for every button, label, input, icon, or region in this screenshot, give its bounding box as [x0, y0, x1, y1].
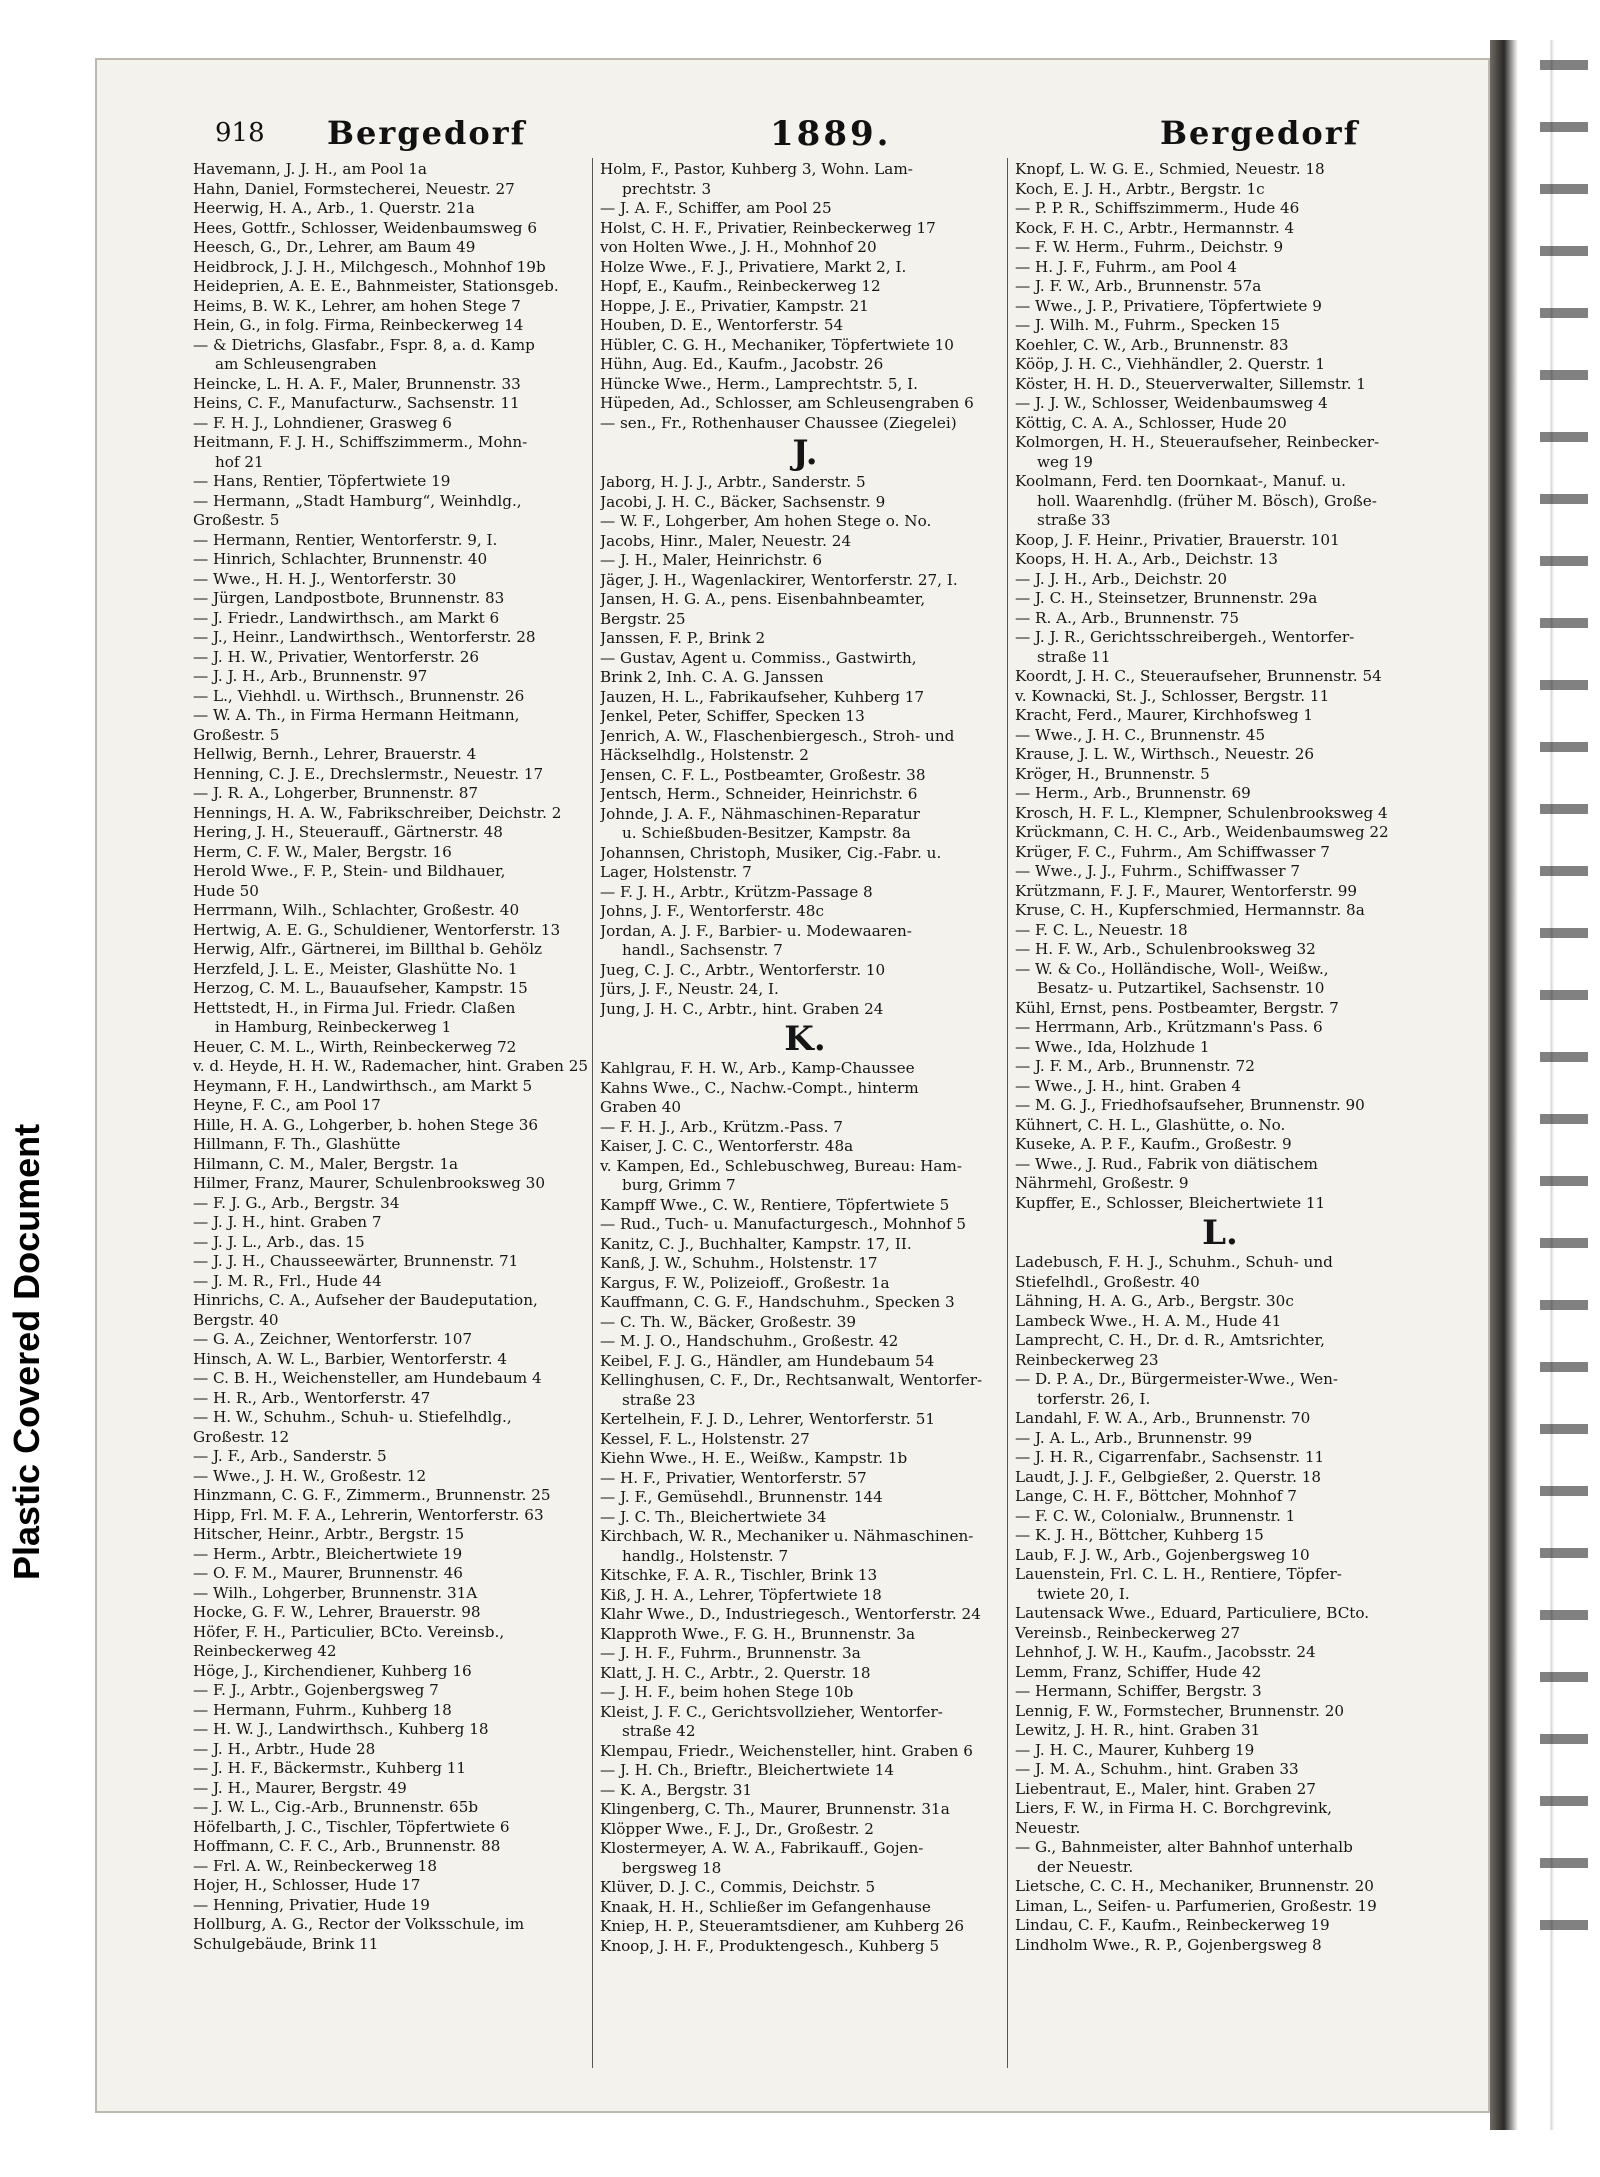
directory-entry: — W. F., Lohgerber, Am hohen Stege o. No.	[600, 512, 932, 530]
directory-entry: Besatz- u. Putzartikel, Sachsenstr. 10	[1037, 979, 1325, 997]
directory-entry: — J. F. W., Arb., Brunnenstr. 57a	[1015, 277, 1262, 295]
directory-entry: Krause, J. L. W., Wirthsch., Neuestr. 26	[1015, 745, 1315, 763]
directory-entry: Höge, J., Kirchendiener, Kuhberg 16	[193, 1661, 472, 1680]
directory-entry: — J. H. W., Privatier, Wentorferstr. 26	[193, 647, 480, 666]
directory-entry: Johannsen, Christoph, Musiker, Cig.-Fabr. u.	[600, 843, 942, 862]
directory-entry: Jansen, H. G. A., pens. Eisenbahnbeamter,	[600, 590, 926, 608]
directory-entry: handlg., Holstenstr. 7	[622, 1546, 789, 1565]
directory-entry: Hees, Gottfr., Schlosser, Weidenbaumsweg 6	[193, 218, 538, 237]
directory-entry: — Jürgen, Landpostbote, Brunnenstr. 83	[193, 589, 505, 607]
directory-entry: straße 33	[1037, 511, 1111, 529]
directory-entry: Reinbeckerweg 42	[193, 1642, 337, 1660]
directory-entry: Graben 40	[600, 1098, 682, 1116]
directory-entry: Jentsch, Herm., Schneider, Heinrichstr. 6	[600, 785, 918, 803]
directory-entry: — F. C. L., Neuestr. 18	[1015, 920, 1188, 939]
directory-entry: Jung, J. H. C., Arbtr., hint. Graben 24	[600, 999, 884, 1018]
directory-entry: — J. H. F., Fuhrm., Brunnenstr. 3a	[600, 1644, 861, 1662]
directory-entry: Großestr. 12	[193, 1427, 290, 1446]
directory-entry: Hilmer, Franz, Maurer, Schulenbrooksweg 30	[193, 1174, 545, 1192]
directory-entry: — P. P. R., Schiffszimmerm., Hude 46	[1015, 199, 1300, 217]
directory-entry: Keibel, F. J. G., Händler, am Hundebaum 54	[600, 1351, 935, 1370]
directory-entry: Knaak, H. H., Schließer im Gefangenhause	[600, 1897, 931, 1916]
directory-entry: Lietsche, C. C. H., Mechaniker, Brunnenstr. 20	[1015, 1877, 1374, 1895]
directory-entry: Klapproth Wwe., F. G. H., Brunnenstr. 3a	[600, 1624, 916, 1643]
directory-entry: Stiefelhdl., Großestr. 40	[1015, 1272, 1200, 1291]
directory-entry: Knoop, J. H. F., Produktengesch., Kuhberg 5	[600, 1936, 940, 1955]
directory-entry: Kauffmann, C. G. F., Handschuhm., Specken 3	[600, 1293, 955, 1311]
directory-entry: Ladebusch, F. H. J., Schuhm., Schuh- und	[1015, 1253, 1333, 1271]
directory-entry: Koops, H. H. A., Arb., Deichstr. 13	[1015, 550, 1278, 568]
directory-entry: Hahn, Daniel, Formstecherei, Neuestr. 27	[193, 179, 515, 198]
directory-entry: Klatt, J. H. C., Arbtr., 2. Querstr. 18	[600, 1663, 871, 1682]
directory-entry: — H. W. J., Landwirthsch., Kuhberg 18	[193, 1720, 489, 1738]
directory-entry: — J. W. L., Cig.-Arb., Brunnenstr. 65b	[193, 1798, 479, 1816]
directory-entry: — H. W., Schuhm., Schuh- u. Stiefelhdlg.,	[193, 1408, 512, 1426]
directory-entry: — K. J. H., Böttcher, Kuhberg 15	[1015, 1526, 1264, 1544]
directory-entry: Hennings, H. A. W., Fabrikschreiber, Deichstr. 2	[193, 803, 562, 822]
directory-entry: Hering, J. H., Steuerauff., Gärtnerstr. 48	[193, 823, 503, 841]
directory-entry: — C. B. H., Weichensteller, am Hundebaum 4	[193, 1369, 542, 1387]
directory-entry: bergsweg 18	[622, 1858, 722, 1877]
directory-entry: Hettstedt, H., in Firma Jul. Friedr. Claßen	[193, 998, 516, 1017]
directory-entry: — Hinrich, Schlachter, Brunnenstr. 40	[193, 550, 488, 568]
directory-entry: Kupffer, E., Schlosser, Bleichertwiete 11	[1015, 1193, 1326, 1212]
directory-entry: — J. J. L., Arb., das. 15	[193, 1232, 365, 1251]
directory-entry: — J. F. M., Arb., Brunnenstr. 72	[1015, 1057, 1255, 1075]
section-letter: K.	[784, 1019, 826, 1059]
directory-entry: Kahlgrau, F. H. W., Arb., Kamp-Chaussee	[600, 1059, 915, 1077]
directory-entry: Kruse, C. H., Kupferschmied, Hermannstr. 8a	[1015, 901, 1365, 919]
directory-entry: — Rud., Tuch- u. Manufacturgesch., Mohnhof 5	[600, 1215, 967, 1233]
directory-entry: — M. J. O., Handschuhm., Großestr. 42	[600, 1332, 899, 1350]
directory-entry: Hinzmann, C. G. F., Zimmerm., Brunnenstr. 25	[193, 1486, 551, 1504]
directory-entry: Jueg, C. J. C., Arbtr., Wentorferstr. 10	[600, 960, 886, 979]
directory-entry: Brink 2, Inh. C. A. G. Janssen	[600, 668, 824, 686]
directory-entry: straße 11	[1037, 647, 1111, 666]
directory-column-3	[1015, 160, 1425, 1955]
directory-entry: handl., Sachsenstr. 7	[622, 941, 783, 959]
directory-entry: Herm, C. F. W., Maler, Bergstr. 16	[193, 842, 452, 861]
directory-entry: Schulgebäude, Brink 11	[193, 1934, 379, 1953]
directory-entry: Heidbrock, J. J. H., Milchgesch., Mohnhof 19b	[193, 257, 546, 276]
directory-entry: Klüver, D. J. C., Commis, Deichstr. 5	[600, 1878, 876, 1896]
directory-entry: Laudt, J. J. F., Gelbgießer, 2. Querstr. 18	[1015, 1467, 1322, 1486]
directory-entry: Lemm, Franz, Schiffer, Hude 42	[1015, 1662, 1262, 1681]
directory-entry: Lautensack Wwe., Eduard, Particuliere, BCto.	[1015, 1604, 1370, 1622]
directory-entry: — J. H., Arbtr., Hude 28	[193, 1739, 376, 1758]
directory-entry: Höfelbarth, J. C., Tischler, Töpfertwiete 6	[193, 1817, 510, 1836]
directory-entry: Kitschke, F. A. R., Tischler, Brink 13	[600, 1566, 878, 1584]
directory-entry: Kleist, J. F. C., Gerichtsvollzieher, Wentorfer-	[600, 1702, 943, 1721]
directory-entry: Koehler, C. W., Arb., Brunnenstr. 83	[1015, 335, 1289, 354]
directory-entry: Hilmann, C. M., Maler, Bergstr. 1a	[193, 1154, 459, 1173]
facing-page-strip	[1540, 60, 1588, 1960]
directory-entry: Jensen, C. F. L., Postbeamter, Großestr. 38	[600, 765, 926, 784]
directory-entry: Koop, J. F. Heinr., Privatier, Brauerstr. 101	[1015, 530, 1340, 549]
directory-entry: Hinrichs, C. A., Aufseher der Baudeputation,	[193, 1291, 538, 1309]
directory-entry: Klempau, Friedr., Weichensteller, hint. Graben 6	[600, 1741, 973, 1760]
directory-entry: prechtstr. 3	[622, 179, 712, 198]
directory-entry: Lange, C. H. F., Böttcher, Mohnhof 7	[1015, 1487, 1297, 1505]
directory-entry: Bergstr. 25	[600, 609, 686, 628]
directory-entry: Jenkel, Peter, Schiffer, Specken 13	[600, 707, 865, 725]
directory-entry: Kühl, Ernst, pens. Postbeamter, Bergstr. 7	[1015, 998, 1339, 1017]
directory-entry: Kracht, Ferd., Maurer, Kirchhofsweg 1	[1015, 706, 1314, 724]
directory-entry: Knopf, L. W. G. E., Schmied, Neuestr. 18	[1015, 160, 1325, 178]
section-letter: J.	[792, 433, 818, 473]
directory-entry: Herrmann, Wilh., Schlachter, Großestr. 40	[193, 901, 520, 919]
directory-entry: Klingenberg, C. Th., Maurer, Brunnenstr. 31a	[600, 1800, 950, 1818]
directory-entry: Jaborg, H. J. J., Arbtr., Sanderstr. 5	[600, 473, 866, 491]
directory-entry: — Hermann, Rentier, Wentorferstr. 9, I.	[193, 530, 498, 549]
directory-entry: Hühn, Aug. Ed., Kaufm., Jacobstr. 26	[600, 355, 884, 373]
directory-entry: Liman, L., Seifen- u. Parfumerien, Großestr. 19	[1015, 1896, 1377, 1915]
directory-entry: — Wwe., Ida, Holzhude 1	[1015, 1037, 1210, 1056]
directory-entry: — H. F., Privatier, Wentorferstr. 57	[600, 1468, 867, 1487]
directory-entry: — Wwe., J. P., Privatiere, Töpfertwiete 9	[1015, 296, 1322, 315]
directory-entry: Herzfeld, J. L. E., Meister, Glashütte No. 1	[193, 959, 518, 978]
directory-entry: Hüncke Wwe., Herm., Lamprechtstr. 5, I.	[600, 374, 918, 393]
directory-entry: Kertelhein, F. J. D., Lehrer, Wentorferstr. 51	[600, 1410, 936, 1428]
directory-entry: burg, Grimm 7	[622, 1176, 736, 1194]
directory-entry: — Wilh., Lohgerber, Brunnenstr. 31A	[193, 1583, 478, 1602]
page-number: 918	[215, 118, 265, 148]
directory-column-2	[600, 160, 1010, 1956]
directory-entry: Hertwig, A. E. G., Schuldiener, Wentorferstr. 13	[193, 920, 561, 939]
directory-entry: von Holten Wwe., J. H., Mohnhof 20	[600, 238, 877, 256]
directory-entry: Kanitz, C. J., Buchhalter, Kampstr. 17, II.	[600, 1234, 912, 1253]
directory-entry: Kock, F. H. C., Arbtr., Hermannstr. 4	[1015, 218, 1295, 237]
directory-entry: hof 21	[215, 452, 264, 471]
directory-entry: v. Kampen, Ed., Schlebuschweg, Bureau: Ham-	[600, 1156, 962, 1175]
directory-entry: — G., Bahnmeister, alter Bahnhof unterhalb	[1015, 1838, 1353, 1856]
directory-entry: Kröger, H., Brunnenstr. 5	[1015, 764, 1210, 783]
directory-entry: — & Dietrichs, Glasfabr., Fspr. 8, a. d. Kamp	[193, 335, 535, 354]
directory-entry: — J. C. H., Steinsetzer, Brunnenstr. 29a	[1015, 589, 1318, 607]
directory-entry: Krützmann, F. J. F., Maurer, Wentorferstr. 99	[1015, 881, 1358, 900]
directory-entry: Janssen, F. P., Brink 2	[600, 629, 766, 647]
directory-entry: — F. H. J., Lohndiener, Grasweg 6	[193, 413, 452, 432]
directory-entry: Lindau, C. F., Kaufm., Reinbeckerweg 19	[1015, 1916, 1330, 1934]
directory-entry: Hoffmann, C. F. C., Arb., Brunnenstr. 88	[193, 1837, 501, 1855]
directory-entry: Hipp, Frl. M. F. A., Lehrerin, Wentorferstr. 63	[193, 1505, 544, 1524]
directory-entry: Heins, C. F., Manufacturw., Sachsenstr. 11	[193, 394, 520, 412]
directory-entry: Landahl, F. W. A., Arb., Brunnenstr. 70	[1015, 1409, 1311, 1427]
directory-entry: — J. Wilh. M., Fuhrm., Specken 15	[1015, 316, 1281, 334]
directory-entry: Hellwig, Bernh., Lehrer, Brauerstr. 4	[193, 745, 477, 763]
directory-entry: Johns, J. F., Wentorferstr. 48c	[600, 902, 824, 920]
directory-column-1	[193, 160, 603, 1954]
directory-entry: Kirchbach, W. R., Mechaniker u. Nähmaschinen-	[600, 1527, 974, 1545]
directory-entry: — J. R. A., Lohgerber, Brunnenstr. 87	[193, 784, 479, 802]
directory-entry: — Hermann, Schiffer, Bergstr. 3	[1015, 1682, 1262, 1700]
directory-entry: Holze Wwe., F. J., Privatiere, Markt 2, I.	[600, 257, 907, 276]
directory-entry: Kolmorgen, H. H., Steueraufseher, Reinbecker-	[1015, 433, 1380, 451]
directory-entry: u. Schießbuden-Besitzer, Kampstr. 8a	[622, 824, 911, 842]
directory-entry: Hüpeden, Ad., Schlosser, am Schleusengraben 6	[600, 394, 974, 412]
directory-entry: — J. H. F., beim hohen Stege 10b	[600, 1683, 854, 1701]
directory-entry: Havemann, J. J. H., am Pool 1a	[193, 160, 427, 178]
directory-entry: Heitmann, F. J. H., Schiffszimmerm., Mohn-	[193, 433, 528, 451]
directory-entry: Liers, F. W., in Firma H. C. Borchgrevink,	[1015, 1799, 1333, 1817]
directory-entry: — J. H., Maurer, Bergstr. 49	[193, 1778, 407, 1797]
running-head-year: 1889.	[770, 114, 892, 154]
directory-entry: — J. J. H., Arb., Brunnenstr. 97	[193, 667, 428, 685]
directory-entry: Lambeck Wwe., H. A. M., Hude 41	[1015, 1311, 1282, 1330]
directory-entry: Heincke, L. H. A. F., Maler, Brunnenstr. 33	[193, 374, 521, 393]
directory-entry: Kiß, J. H. A., Lehrer, Töpfertwiete 18	[600, 1585, 882, 1604]
directory-entry: — J. A. L., Arb., Brunnenstr. 99	[1015, 1428, 1253, 1447]
directory-entry: Heideprien, A. E. E., Bahnmeister, Stationsgeb.	[193, 277, 559, 295]
directory-entry: Kaiser, J. C. C., Wentorferstr. 48a	[600, 1137, 854, 1155]
directory-entry: — W. A. Th., in Firma Hermann Heitmann,	[193, 706, 520, 724]
directory-entry: Häckselhdlg., Holstenstr. 2	[600, 746, 809, 764]
directory-entry: Hille, H. A. G., Lohgerber, b. hohen Stege 36	[193, 1115, 539, 1134]
directory-entry: Kiehn Wwe., H. E., Weißw., Kampstr. 1b	[600, 1449, 908, 1467]
directory-entry: — F. W. Herm., Fuhrm., Deichstr. 9	[1015, 238, 1284, 256]
directory-entry: — J. J. H., Chausseewärter, Brunnenstr. 71	[193, 1252, 519, 1270]
directory-entry: — J. J. H., hint. Graben 7	[193, 1213, 382, 1231]
directory-entry: torferstr. 26, I.	[1037, 1389, 1151, 1408]
running-head-left: Bergedorf	[327, 114, 527, 152]
directory-entry: Kellinghusen, C. F., Dr., Rechtsanwalt, Wentorfer-	[600, 1371, 983, 1389]
directory-entry: der Neuestr.	[1037, 1857, 1134, 1876]
directory-entry: Jürs, J. F., Neustr. 24, I.	[600, 980, 779, 998]
directory-entry: Hocke, G. F. W., Lehrer, Brauerstr. 98	[193, 1603, 481, 1621]
directory-entry: — K. A., Bergstr. 31	[600, 1780, 753, 1799]
directory-entry: — D. P. A., Dr., Bürgermeister-Wwe., Wen-	[1015, 1370, 1339, 1388]
directory-entry: Kessel, F. L., Holstenstr. 27	[600, 1429, 810, 1448]
directory-entry: Jacobs, Hinr., Maler, Neuestr. 24	[600, 531, 852, 550]
directory-entry: Koordt, J. H. C., Steueraufseher, Brunnenstr. 54	[1015, 667, 1382, 685]
directory-entry: — J. J. R., Gerichtsschreibergeh., Wentorfer-	[1015, 628, 1355, 646]
directory-entry: Lennig, F. W., Formstecher, Brunnenstr. 20	[1015, 1701, 1345, 1720]
directory-entry: — J. H. R., Cigarrenfabr., Sachsenstr. 11	[1015, 1448, 1325, 1466]
directory-entry: Hillmann, F. Th., Glashütte	[193, 1135, 401, 1153]
directory-entry: Liebentraut, E., Maler, hint. Graben 27	[1015, 1779, 1316, 1798]
directory-entry: v. d. Heyde, H. H. W., Rademacher, hint. Graben 25	[193, 1057, 589, 1075]
directory-entry: Heyne, F. C., am Pool 17	[193, 1096, 381, 1114]
directory-entry: — J., Heinr., Landwirthsch., Wentorferstr. 28	[193, 628, 536, 646]
directory-entry: holl. Waarenhdlg. (früher M. Bösch), Große-	[1037, 491, 1377, 510]
directory-entry: — Wwe., J. H. C., Brunnenstr. 45	[1015, 725, 1266, 744]
directory-entry: Kampff Wwe., C. W., Rentiere, Töpfertwiete 5	[600, 1195, 950, 1214]
directory-entry: — J. H. Ch., Brieftr., Bleichertwiete 14	[600, 1761, 895, 1779]
directory-entry: — L., Viehhdl. u. Wirthsch., Brunnenstr. 26	[193, 686, 525, 705]
directory-entry: — Gustav, Agent u. Commiss., Gastwirth,	[600, 648, 917, 667]
directory-entry: Heims, B. W. K., Lehrer, am hohen Stege 7	[193, 296, 521, 315]
directory-entry: Heerwig, H. A., Arb., 1. Querstr. 21a	[193, 199, 475, 217]
directory-entry: v. Kownacki, St. J., Schlosser, Bergstr. 11	[1015, 686, 1330, 705]
directory-entry: Jenrich, A. W., Flaschenbiergesch., Stroh- und	[600, 726, 955, 745]
directory-entry: Heesch, G., Dr., Lehrer, am Baum 49	[193, 238, 476, 256]
directory-entry: Lauenstein, Frl. C. L. H., Rentiere, Töpfer-	[1015, 1565, 1342, 1583]
directory-entry: Koolmann, Ferd. ten Doornkaat-, Manuf. u.	[1015, 472, 1347, 490]
directory-entry: Holm, F., Pastor, Kuhberg 3, Wohn. Lam-	[600, 160, 913, 178]
directory-entry: — Hans, Rentier, Töpfertwiete 19	[193, 472, 451, 490]
directory-entry: Reinbeckerweg 23	[1015, 1350, 1159, 1369]
directory-entry: Kniep, H. P., Steueramtsdiener, am Kuhberg 26	[600, 1917, 965, 1935]
directory-entry: — R. A., Arb., Brunnenstr. 75	[1015, 608, 1239, 627]
directory-entry: — J. F., Gemüsehdl., Brunnenstr. 144	[600, 1488, 883, 1506]
directory-entry: — Henning, Privatier, Hude 19	[193, 1895, 430, 1914]
directory-entry: twiete 20, I.	[1037, 1584, 1130, 1603]
directory-entry: — F. J. G., Arb., Bergstr. 34	[193, 1193, 400, 1212]
directory-entry: — Frl. A. W., Reinbeckerweg 18	[193, 1856, 437, 1875]
directory-entry: — J. H. F., Bäckermstr., Kuhberg 11	[193, 1759, 467, 1777]
directory-entry: Krückmann, C. H. C., Arb., Weidenbaumsweg 22	[1015, 823, 1389, 841]
directory-entry: Hoppe, J. E., Privatier, Kampstr. 21	[600, 296, 869, 315]
directory-entry: Jauzen, H. L., Fabrikaufseher, Kuhberg 17	[600, 687, 925, 706]
directory-entry: Hitscher, Heinr., Arbtr., Bergstr. 15	[193, 1525, 465, 1543]
running-head-right: Bergedorf	[1160, 114, 1360, 152]
directory-entry: — W. & Co., Holländische, Woll-, Weißw.,	[1015, 959, 1329, 978]
directory-entry: Kanß, J. W., Schuhm., Holstenstr. 17	[600, 1254, 878, 1272]
directory-entry: in Hamburg, Reinbeckerweg 1	[215, 1018, 452, 1036]
directory-entry: Kühnert, C. H. L., Glashütte, o. No.	[1015, 1115, 1286, 1134]
directory-entry: Großestr. 5	[193, 725, 280, 744]
directory-entry: — C. Th. W., Bäcker, Großestr. 39	[600, 1312, 857, 1331]
section-letter: L.	[1202, 1213, 1238, 1253]
directory-entry: Lindholm Wwe., R. P., Gojenbergsweg 8	[1015, 1935, 1322, 1954]
directory-entry: Hojer, H., Schlosser, Hude 17	[193, 1876, 421, 1894]
directory-entry: Nährmehl, Großestr. 9	[1015, 1174, 1189, 1192]
directory-entry: Großestr. 5	[193, 511, 280, 529]
directory-entry: — M. G. J., Friedhofsaufseher, Brunnenstr. 90	[1015, 1096, 1365, 1114]
directory-entry: Jordan, A. J. F., Barbier- u. Modewaaren-	[600, 921, 912, 940]
directory-entry: Hollburg, A. G., Rector der Volksschule, im	[193, 1915, 525, 1933]
directory-entry: Kuseke, A. P. F., Kaufm., Großestr. 9	[1015, 1135, 1292, 1153]
directory-entry: — J. H. C., Maurer, Kuhberg 19	[1015, 1740, 1255, 1759]
directory-entry: Herwig, Alfr., Gärtnerei, im Billthal b. Gehölz	[193, 940, 543, 958]
directory-entry: Hein, G., in folg. Firma, Reinbeckerweg 14	[193, 316, 524, 334]
directory-page	[95, 58, 1490, 2113]
directory-entry: — F. C. W., Colonialw., Brunnenstr. 1	[1015, 1506, 1296, 1525]
directory-entry: Köster, H. H. D., Steuerverwalter, Sillemstr. 1	[1015, 374, 1366, 393]
directory-entry: Höfer, F. H., Particulier, BCto. Vereinsb.,	[193, 1622, 505, 1641]
directory-entry: Kahns Wwe., C., Nachw.-Compt., hinterm	[600, 1078, 919, 1097]
directory-entry: weg 19	[1037, 452, 1093, 471]
directory-entry: — J. J. H., Arb., Deichstr. 20	[1015, 569, 1228, 588]
directory-entry: — Wwe., H. H. J., Wentorferstr. 30	[193, 569, 457, 588]
directory-entry: Vereinsb., Reinbeckerweg 27	[1015, 1623, 1241, 1642]
directory-entry: Krosch, H. F. L., Klempner, Schulenbrooksweg 4	[1015, 803, 1388, 822]
directory-entry: — H. J. F., Fuhrm., am Pool 4	[1015, 257, 1237, 276]
directory-entry: am Schleusengraben	[215, 355, 377, 373]
directory-entry: Lähning, H. A. G., Arb., Bergstr. 30c	[1015, 1292, 1294, 1310]
directory-entry: Hinsch, A. W. L., Barbier, Wentorferstr. 4	[193, 1349, 508, 1368]
directory-entry: Bergstr. 40	[193, 1310, 279, 1329]
directory-entry: Houben, D. E., Wentorferstr. 54	[600, 316, 844, 334]
directory-entry: — J. A. F., Schiffer, am Pool 25	[600, 199, 832, 217]
directory-entry: — Herm., Arb., Brunnenstr. 69	[1015, 784, 1251, 802]
directory-entry: Heuer, C. M. L., Wirth, Reinbeckerweg 72	[193, 1037, 517, 1056]
directory-entry: — F. J., Arbtr., Gojenbergsweg 7	[193, 1681, 439, 1699]
directory-entry: Heymann, F. H., Landwirthsch., am Markt 5	[193, 1076, 533, 1095]
directory-entry: Lehnhof, J. W. H., Kaufm., Jacobsstr. 24	[1015, 1643, 1316, 1661]
directory-entry: Klahr Wwe., D., Industriegesch., Wentorferstr. 24	[600, 1605, 981, 1623]
directory-entry: Herold Wwe., F. P., Stein- und Bildhauer,	[193, 862, 506, 880]
directory-entry: Henning, C. J. E., Drechslermstr., Neuestr. 17	[193, 764, 544, 783]
directory-entry: — J. M. R., Frl., Hude 44	[193, 1271, 382, 1290]
directory-entry: Hübler, C. G. H., Mechaniker, Töpfertwiete 10	[600, 335, 954, 354]
directory-entry: Kargus, F. W., Polizeioff., Großestr. 1a	[600, 1273, 890, 1292]
directory-entry: Kööp, J. H. C., Viehhändler, 2. Querstr. 1	[1015, 355, 1325, 373]
directory-entry: — Hermann, „Stadt Hamburg“, Weinhdlg.,	[193, 491, 522, 510]
directory-entry: Klöpper Wwe., F. J., Dr., Großestr. 2	[600, 1819, 874, 1838]
directory-entry: — Wwe., J. J., Fuhrm., Schiffwasser 7	[1015, 862, 1301, 880]
directory-entry: Lewitz, J. H. R., hint. Graben 31	[1015, 1721, 1261, 1739]
directory-entry: Koch, E. J. H., Arbtr., Bergstr. 1c	[1015, 179, 1265, 198]
directory-entry: — H. R., Arb., Wentorferstr. 47	[193, 1388, 431, 1407]
page-header	[95, 114, 1490, 158]
directory-entry: Jacobi, J. H. C., Bäcker, Sachsenstr. 9	[600, 492, 886, 511]
directory-entry: — Herrmann, Arb., Krützmann's Pass. 6	[1015, 1018, 1323, 1036]
directory-entry: Krüger, F. C., Fuhrm., Am Schiffwasser 7	[1015, 842, 1330, 861]
directory-entry: Jäger, J. H., Wagenlackirer, Wentorferstr. 27, I.	[600, 570, 958, 589]
directory-entry: — J. J. W., Schlosser, Weidenbaumsweg 4	[1015, 394, 1328, 412]
directory-entry: — J. F., Arb., Sanderstr. 5	[193, 1447, 387, 1465]
directory-entry: Neuestr.	[1015, 1818, 1081, 1837]
directory-entry: Herzog, C. M. L., Bauaufseher, Kampstr. 15	[193, 979, 528, 997]
directory-entry: Hopf, E., Kaufm., Reinbeckerweg 12	[600, 277, 881, 295]
directory-entry: — J. M. A., Schuhm., hint. Graben 33	[1015, 1760, 1299, 1778]
directory-entry: — H. F. W., Arb., Schulenbrooksweg 32	[1015, 940, 1316, 958]
directory-entry: — F. H. J., Arb., Krützm.-Pass. 7	[600, 1117, 843, 1136]
directory-entry: — J. H., Maler, Heinrichstr. 6	[600, 551, 823, 569]
directory-entry: — Wwe., J. H. W., Großestr. 12	[193, 1466, 427, 1485]
directory-entry: — J. Friedr., Landwirthsch., am Markt 6	[193, 608, 500, 627]
directory-entry: straße 42	[622, 1722, 696, 1740]
directory-entry: — Wwe., J. H., hint. Graben 4	[1015, 1076, 1241, 1095]
directory-entry: Hude 50	[193, 881, 259, 900]
directory-entry: Lager, Holstenstr. 7	[600, 863, 752, 881]
directory-entry: Holst, C. H. F., Privatier, Reinbeckerweg 17	[600, 218, 936, 237]
directory-entry: straße 23	[622, 1390, 696, 1409]
directory-entry: — F. J. H., Arbtr., Krützm-Passage 8	[600, 882, 873, 901]
directory-entry: — sen., Fr., Rothenhauser Chaussee (Ziegelei)	[600, 413, 957, 432]
directory-entry: — J. C. Th., Bleichertwiete 34	[600, 1507, 827, 1526]
directory-entry: Johnde, J. A. F., Nähmaschinen-Reparatur	[600, 804, 920, 823]
directory-entry: — Hermann, Fuhrm., Kuhberg 18	[193, 1700, 452, 1719]
side-label-text: Plastic Covered Document	[6, 1123, 47, 1580]
directory-entry: — Wwe., J. Rud., Fabrik von diätischem	[1015, 1154, 1318, 1173]
directory-entry: Klostermeyer, A. W. A., Fabrikauff., Gojen-	[600, 1839, 924, 1857]
directory-entry: Lamprecht, C. H., Dr. d. R., Amtsrichter,	[1015, 1331, 1325, 1349]
directory-entry: Laub, F. J. W., Arb., Gojenbergsweg 10	[1015, 1545, 1310, 1564]
directory-entry: — O. F. M., Maurer, Brunnenstr. 46	[193, 1564, 463, 1582]
directory-entry: Köttig, C. A. A., Schlosser, Hude 20	[1015, 413, 1287, 432]
directory-entry: — G. A., Zeichner, Wentorferstr. 107	[193, 1330, 473, 1348]
directory-entry: — Herm., Arbtr., Bleichertwiete 19	[193, 1544, 463, 1563]
side-label	[6, 1123, 47, 1580]
